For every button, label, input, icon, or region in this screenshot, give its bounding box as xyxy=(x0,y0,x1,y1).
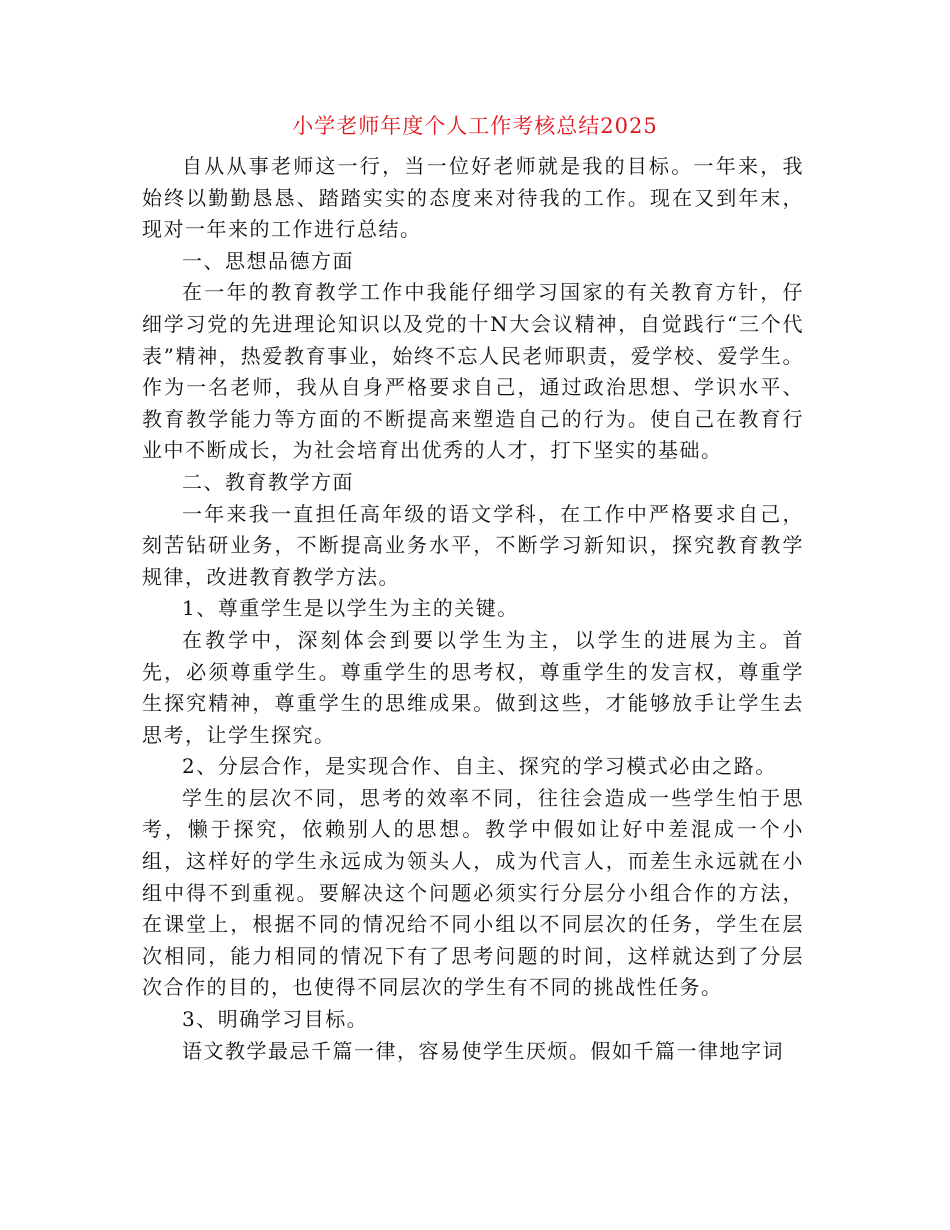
paragraph-goals: 语文教学最忌千篇一律，容易使学生厌烦。假如千篇一律地字词 xyxy=(182,1038,784,1063)
subheading-goals: 3、明确学习目标。 xyxy=(182,1007,369,1032)
paragraph-moral: 在一年的教育教学工作中我能仔细学习国家的有关教育方针，仔细学习党的先进理论知识以及党的十N大会议精神，自觉践行“三个代表”精神，热爱教育事业，始终不忘人民老师职责，爱学校、爱学生。作为一名老师，我从自身严格要求自己，通过政治思想、学识水平、教育教学能力等方面的不断提高来塑造自己的行为。使自己在教育行业中不断成长，为社会培育出优秀的人才，打下坚实的基础。 xyxy=(142,280,804,463)
subheading-layered: 2、分层合作，是实现合作、自主、探究的学习模式必由之路。 xyxy=(182,754,777,779)
paragraph-layered: 学生的层次不同，思考的效率不同，往往会造成一些学生怕于思考，懒于探究，依赖别人的思想。教学中假如让好中差混成一个小组，这样好的学生永远成为领头人，成为代言人，而差生永远就在小组中得不到重视。要解决这个问题必须实行分层分小组合作的方法，在课堂上，根据不同的情况给不同小组以不同层次的任务，学生在层次相同，能力相同的情况下有了思考问题的时间，这样就达到了分层次合作的目的，也使得不同层次的学生有不同的挑战性任务。 xyxy=(142,785,804,1000)
section-heading-teaching: 二、教育教学方面 xyxy=(182,469,354,494)
paragraph-intro: 自从从事老师这一行，当一位好老师就是我的目标。一年来，我始终以勤勤恳恳、踏踏实实的态度来对待我的工作。现在又到年末，现对一年来的工作进行总结。 xyxy=(142,154,804,242)
document-title: 小学老师年度个人工作考核总结2025 xyxy=(292,114,658,138)
paragraph-teaching: 一年来我一直担任高年级的语文学科，在工作中严格要求自己，刻苦钻研业务，不断提高业务水平，不断学习新知识，探究教育教学规律，改进教育教学方法。 xyxy=(142,501,804,589)
subheading-respect: 1、尊重学生是以学生为主的关键。 xyxy=(182,596,519,621)
paragraph-respect: 在教学中，深刻体会到要以学生为主，以学生的进展为主。首先，必须尊重学生。尊重学生的思考权，尊重学生的发言权，尊重学生探究精神，尊重学生的思维成果。做到这些，才能够放手让学生去思考，让学生探究。 xyxy=(142,627,804,747)
section-heading-moral: 一、思想品德方面 xyxy=(182,248,354,273)
document-body xyxy=(142,151,804,1067)
